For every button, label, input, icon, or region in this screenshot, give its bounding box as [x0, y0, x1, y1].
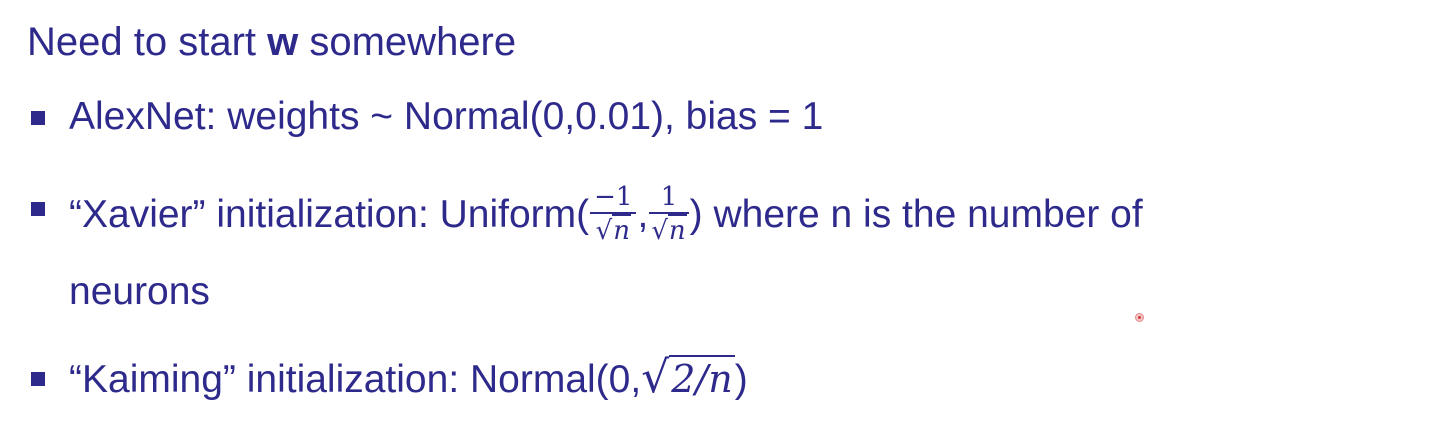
- heading-after: somewhere: [298, 20, 517, 64]
- heading-bold-w: w: [267, 20, 299, 64]
- slide-heading: [27, 18, 516, 66]
- bullet-square-icon: [31, 111, 45, 125]
- xavier-comma: ,: [637, 192, 649, 236]
- kaiming-suffix: ): [734, 358, 748, 401]
- bullet-kaiming: [69, 354, 748, 404]
- xavier-suffix: ) where n is the number of: [689, 192, 1143, 236]
- xavier-prefix: “Xavier” initialization: Uniform(: [69, 192, 590, 236]
- fraction-2-denominator: √n: [651, 216, 686, 246]
- fraction-2-numerator: 1: [649, 182, 688, 214]
- sqrt-icon: √: [641, 352, 670, 403]
- bullet-square-icon: [31, 372, 45, 386]
- xavier-continuation: [69, 268, 210, 316]
- bullet-square-icon: [31, 202, 45, 216]
- kaiming-sqrt: [641, 354, 735, 404]
- xavier-fraction-2: [649, 182, 688, 247]
- bullet-xavier: [69, 184, 1143, 249]
- kaiming-prefix: “Kaiming” initialization: Normal(0,: [69, 358, 642, 401]
- heading-before: Need to start: [27, 20, 268, 64]
- fraction-1-radicand: n: [613, 216, 630, 246]
- fraction-2-radicand: n: [668, 216, 686, 246]
- fraction-1-denominator: √n: [595, 216, 630, 246]
- xavier-fraction-1: [590, 182, 636, 247]
- fraction-1-numerator: −1: [590, 182, 636, 214]
- alexnet-text: AlexNet: weights ~ Normal(0,0.01), bias = 1: [69, 95, 824, 138]
- kaiming-radicand: 2/n: [671, 357, 733, 401]
- xavier-continuation-text: neurons: [69, 270, 210, 313]
- laser-pointer-dot-icon: [1135, 313, 1144, 322]
- bullet-alexnet: [69, 93, 823, 141]
